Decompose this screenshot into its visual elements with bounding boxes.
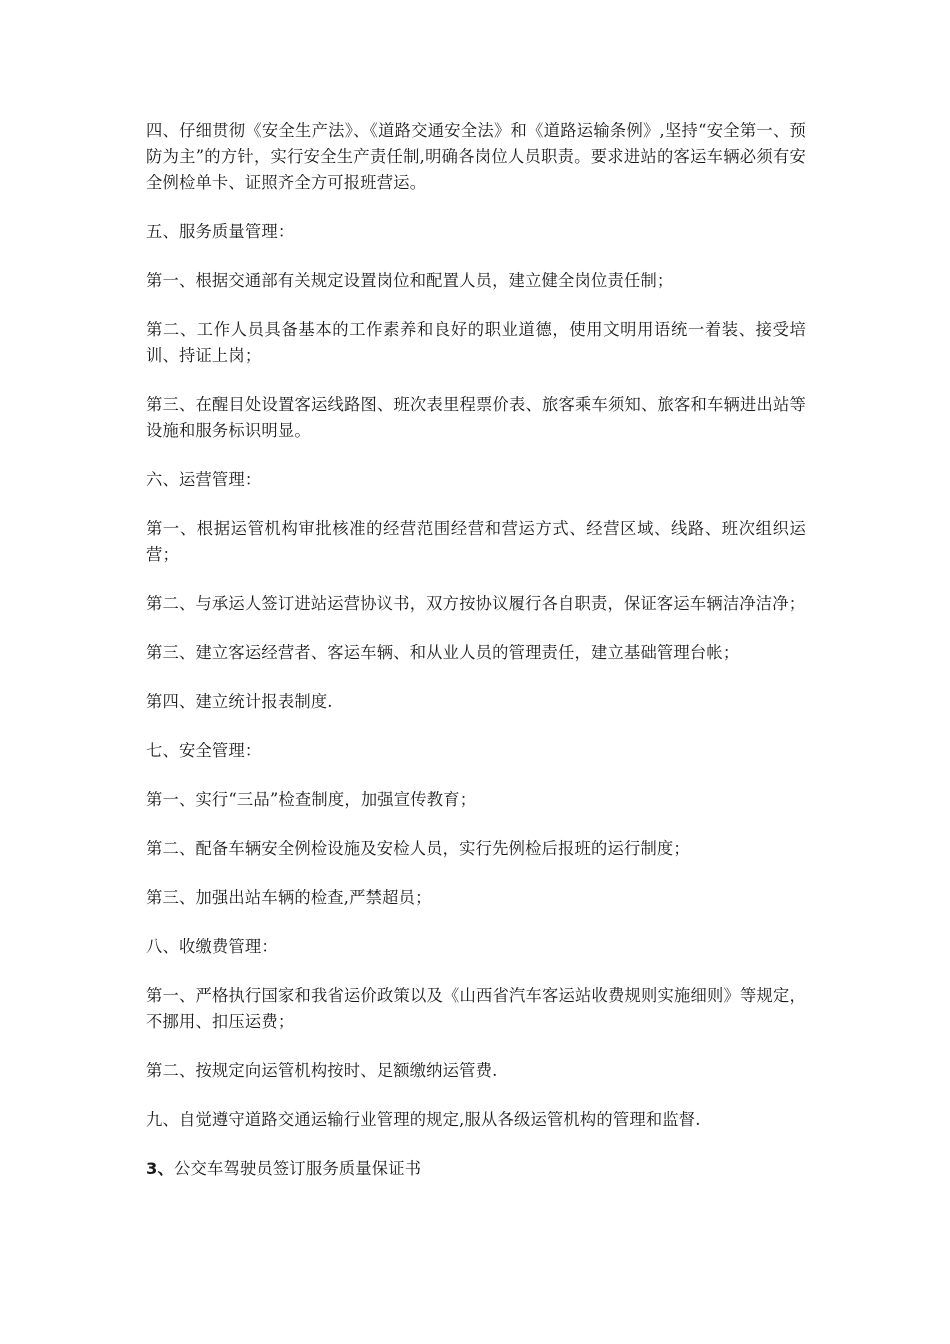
paragraph-5-heading: 五、服务质量管理： <box>146 222 295 241</box>
paragraph-8-item-1: 第一、严格执行国家和我省运价政策以及《山西省汽车客运站收费规则实施细则》等规定，不挪用、扣压运费； <box>146 986 806 1031</box>
paragraph-5-item-3: 第三、在醒目处设置客运线路图、班次表里程票价表、旅客乘车须知、旅客和车辆进出站等设施和服务标识明显。 <box>146 395 806 440</box>
section-heading-title: 公交车驾驶员签订服务质量保证书 <box>174 1159 422 1178</box>
paragraph-5-item-2: 第二、工作人员具备基本的工作素养和良好的职业道德，使用文明用语统一着装、接受培训、持证上岗； <box>146 320 806 365</box>
paragraph-6-item-3: 第三、建立客运经营者、客运车辆、和从业人员的管理责任，建立基础管理台帐； <box>146 643 740 662</box>
paragraph-8-heading: 八、收缴费管理： <box>146 937 278 956</box>
paragraph-8-item-2: 第二、按规定向运管机构按时、足额缴纳运管费. <box>146 1061 498 1080</box>
section-heading <box>146 1156 806 1182</box>
paragraph-4-policy: 四、仔细贯彻《安全生产法》、《道路交通安全法》和《道路运输条例》,坚持“安全第一、预防为主”的方针，实行安全生产责任制,明确各岗位人员职责。要求进站的客运车辆必须有安全例检单卡、证照齐全方可报班营运。 <box>146 121 806 192</box>
paragraph-6-item-1: 第一、根据运管机构审批核准的经营范围经营和营运方式、经营区域、线路、班次组织运营； <box>146 519 806 564</box>
paragraph-5-item-1: 第一、根据交通部有关规定设置岗位和配置人员，建立健全岗位责任制； <box>146 271 674 290</box>
paragraph-6-heading: 六、运营管理： <box>146 470 262 489</box>
paragraph-6-item-2: 第二、与承运人签订进站运营协议书，双方按协议履行各自职责，保证客运车辆洁净洁净； <box>146 594 806 613</box>
document-body <box>146 118 806 1205</box>
paragraph-7-item-3: 第三、加强出站车辆的检查,严禁超员； <box>146 888 432 907</box>
section-heading-number: 3、 <box>146 1159 175 1178</box>
paragraph-7-heading: 七、安全管理： <box>146 741 262 760</box>
paragraph-7-item-1: 第一、实行“三品”检查制度，加强宣传教育； <box>146 790 477 809</box>
paragraph-6-item-4: 第四、建立统计报表制度. <box>146 692 333 711</box>
paragraph-9-rule: 九、自觉遵守道路交通运输行业管理的规定,服从各级运管机构的管理和监督. <box>146 1110 701 1129</box>
paragraph-7-item-2: 第二、配备车辆安全例检设施及安检人员，实行先例检后报班的运行制度； <box>146 839 690 858</box>
